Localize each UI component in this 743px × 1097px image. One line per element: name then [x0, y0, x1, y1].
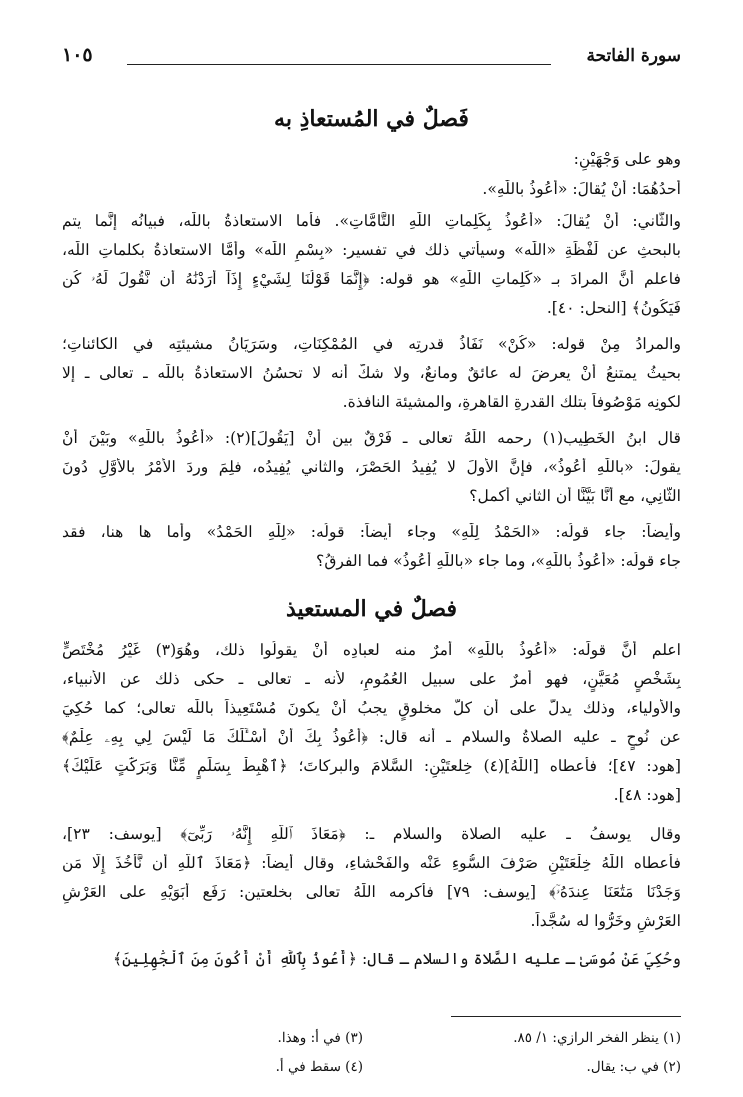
- footnote-rule: [451, 1016, 681, 1017]
- text-line: يقولَ: «باللّٰهِ أعُوذُ»، فإنَّ الأولَ لا يُفِيدُ الحَصْرَ، والثاني يُفِيدُه، فلِمَ وردَ الأَمْرُ بالأَوَّلِ دُونَ: [62, 458, 681, 476]
- text-line: [هود: ٤٨].: [613, 786, 681, 804]
- text-line: فأعطاه اللّٰهُ خِلْعَتَيْنِ صَرْفَ السُّوءِ عَنْه والفَحْشاءِ، وقال أيضاً: ﴿مَعَاذَ ٱللَّهِ أَن نَّأْخُذَ إِلَّا مَن: [62, 854, 681, 872]
- text-line: فاعلم أنَّ المرادَ بـ «كَلِماتِ اللّٰهِ» هو قوله: ﴿إِنَّمَا قَوْلُنَا لِشَيْءٍ إِذَآ أَرَدْنَٰهُ أَن نَّقُولَ لَهُۥ كُن: [62, 270, 681, 288]
- text-line: فَيَكُونُ﴾ [النحل: ٤٠].: [546, 299, 681, 317]
- text-line: بحيثُ يمتنعُ أَنْ يعرضَ له عائقٌ ومانعٌ، ولا شكَّ أنه لا تحسُنُ الاستعاذةُ باللّٰه ـ تعالى ـ إلا: [62, 364, 681, 382]
- text-line: قال ابنُ الخَطِيب(١) رحمه اللّٰهُ تعالى ـ فَرْقٌ بين أَنْ [يَقُولَ](٢): «أعُوذُ باللّٰهِ» وبَيْنَ أَنْ: [62, 429, 681, 447]
- text-line: بالبحثِ عن لَفْظَةِ «اللّٰه» وسيأتي ذلك في تفسير: «بِسْمِ اللّٰه» وأمَّا الاستعاذةُ بكلماتِ اللّٰه،: [62, 241, 681, 259]
- text-line: الثَّانِي، مع أنَّا بَيَّنَّا أن الثاني أكمل؟: [469, 487, 681, 505]
- text-line: اعلم أنَّ قولَه: «أعُوذُ باللّٰهِ» أمرٌ منه لعبادِه أَنْ يقولُوا ذلك، وهُوَ(٣) غَيْرُ مُخْتَصٍّ: [62, 641, 681, 659]
- text-line: بِشَخْصٍ مُعَيَّنٍ، فهو أمرٌ على سبيل العُمُومِ، لأنه ـ تعالى ـ حكى ذلك عن الأنبياء،: [62, 670, 681, 688]
- footnote-4: (٤) سقط في أ.: [275, 1059, 363, 1075]
- text-line: جاء قولُه: «أعُوذُ باللّٰهِ»، وما جاء «باللّٰهِ أعُوذُ» فما الفرقُ؟: [316, 552, 681, 570]
- footnote-3: (٣) في أ: وهذا.: [277, 1030, 363, 1046]
- text-line: لكونِه مَوْصُوفاً بتلك القدرةِ القاهرةِ، والمشيئة النافذة.: [342, 393, 681, 411]
- text-line: وأيضاً: جاء قولُه: «الحَمْدُ لِلّٰهِ» وجاء أيضاً: قولُه: «لِلّٰهِ الحَمْدُ» وأما ها هنا، فقد: [62, 523, 681, 541]
- footnote-1: (١) ينظر الفخر الرازي: ١/ ٨٥.: [513, 1030, 681, 1046]
- text-line: وحُكِيَ عَنْ مُوسَىٰ ـ عليه الصَّلاة والسلام ـ قال: ﴿أَعُوذُ بِٱللَّهِ أَنْ أَكُونَ مِنَ ٱلْجَٰهِلِينَ﴾: [112, 950, 681, 968]
- footnote-2: (٢) في ب: يقال.: [586, 1059, 681, 1075]
- text-line: وقال يوسفُ ـ عليه الصلاة والسلام ـ: ﴿مَعَاذَ ٱللَّهِ إِنَّهُۥ رَبِّىٓ﴾ [يوسف: ٢٣]،: [62, 825, 681, 843]
- text-line: [هود: ٤٧]؛ فأعطاه [اللّٰهُ](٤) خِلعتَيْنِ: السَّلامَ والبركاتَ؛ ﴿ٱهْبِطْ بِسَلَٰمٍ مِّنَّا وَبَرَكَٰتٍ عَلَيْكَ﴾: [62, 757, 681, 775]
- text-line: أحدُهُمَا: أَنْ يُقالَ: «أعُوذُ باللّٰهِ».: [482, 180, 681, 198]
- text-line: والأولياء، وذلك يدلُّ على أن كلَّ مخلوقٍ يجبُ أَنْ يكونَ مُسْتَعِيذاً باللّٰه تعالى؛ كما حُكِيَ: [62, 699, 681, 717]
- text-line: والثَّاني: أَنْ يُقالَ: «أعُوذُ بِكَلِماتِ اللّٰهِ التَّامَّاتِ». فأما الاستعاذةُ باللّٰه، فبيانُه إنَّما يتم: [62, 212, 681, 230]
- text-line: العَرْشِ وخَرُّوا له سُجَّداً.: [530, 912, 681, 930]
- surah-title: سورة الفاتحة: [586, 46, 681, 66]
- page-number: ١٠٥: [62, 44, 93, 66]
- section-title-mustaadh: فَصلٌ في المُستعاذِ به: [274, 106, 469, 132]
- text-line: عن نُوحٍ ـ عليه الصلاةُ والسلام ـ أنه قال: ﴿أَعُوذُ بِكَ أَنْ أَسْـَٔلَكَ مَا لَيْسَ لِي بِهِۦ عِلْمٌ﴾: [62, 728, 681, 746]
- text-line: والمرادُ مِنْ قوله: «كُنْ» نَفَاذُ قدرتِه في المُمْكِنَاتِ، وسَرَيَانُ مشيئتِه في الكائناتِ؛: [62, 335, 681, 353]
- page-header: [62, 42, 681, 72]
- text-line: وَجَدْنَا مَتَٰعَنَا عِندَهُۥٓ﴾ [يوسف: ٧٩] فأكرمه اللّٰهُ تعالى بخلعتين: رَفَع أبَوَيْهِ على العَرْشِ: [62, 883, 681, 901]
- text-line: وهو على وَجْهَيْنِ:: [573, 150, 681, 168]
- header-rule: [127, 64, 551, 65]
- section-title-mustaidh: فصلٌ في المستعيذ: [285, 596, 458, 622]
